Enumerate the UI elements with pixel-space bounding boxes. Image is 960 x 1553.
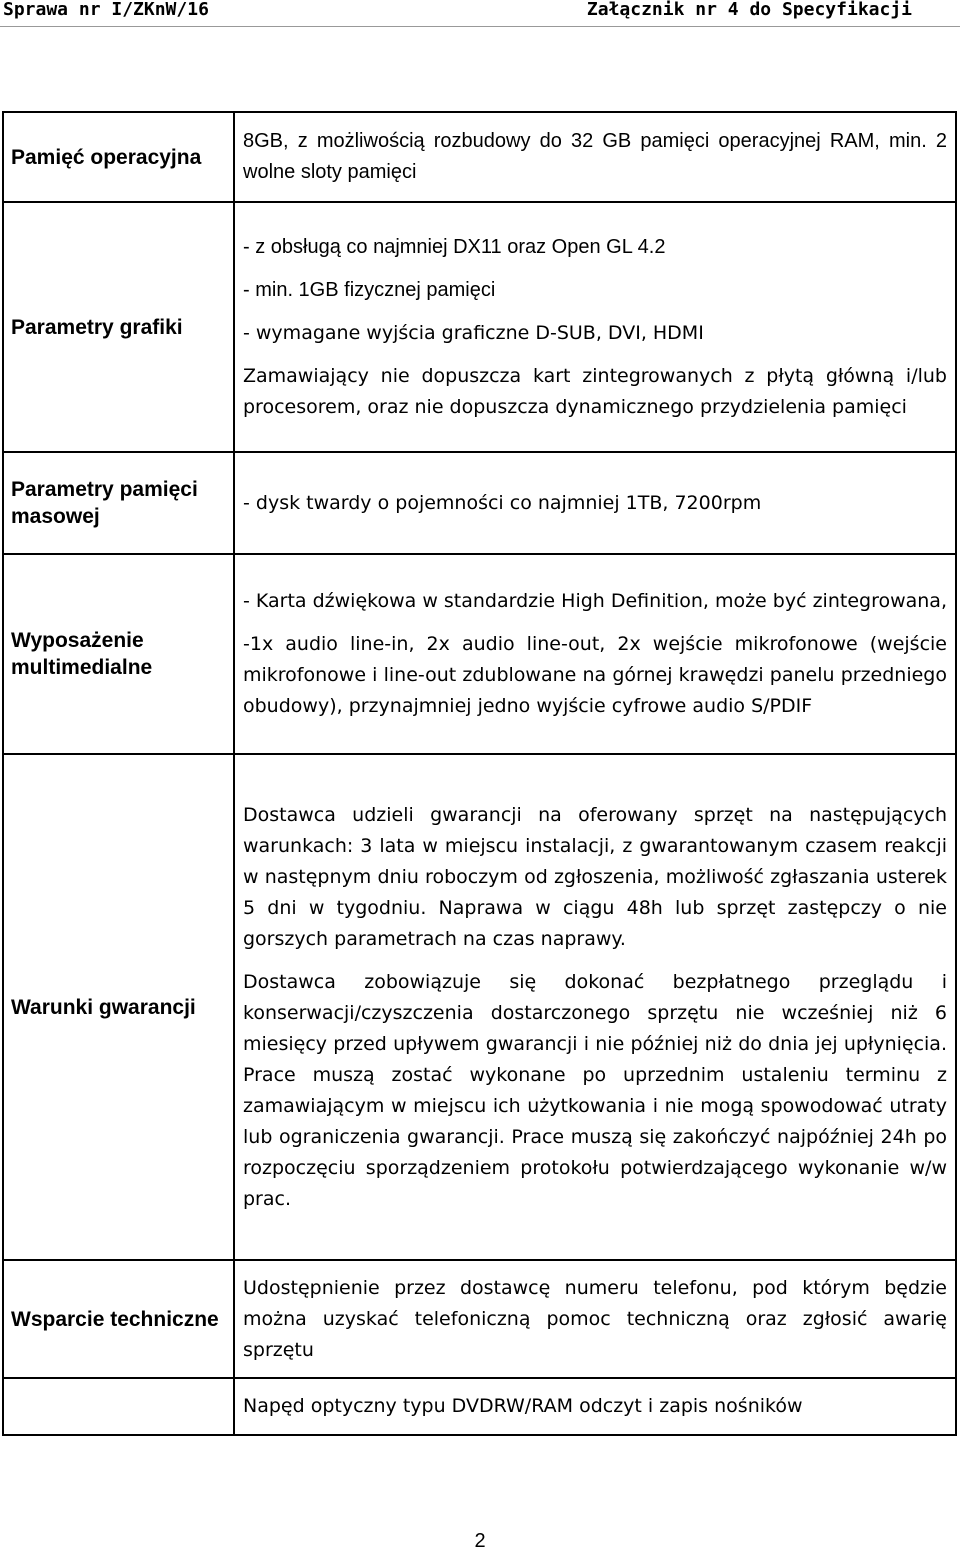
table-row-warranty <box>3 754 956 1260</box>
specification-table <box>2 111 957 1436</box>
row-label: Parametry grafiki <box>3 202 234 452</box>
row-label: Parametry pamięci masowej <box>3 452 234 554</box>
row-label: Wsparcie techniczne <box>3 1260 234 1378</box>
table-row-optical <box>3 1378 956 1435</box>
row-value: 8GB, z możliwością rozbudowy do 32 GB pamięci operacyjnej RAM, min. 2 wolne sloty pamięci <box>234 112 956 202</box>
row-value <box>234 202 956 452</box>
header-attachment: Załącznik nr 4 do Specyfikacji <box>586 0 912 20</box>
table-row-ram <box>3 112 956 202</box>
table-row-graphics <box>3 202 956 452</box>
header-divider <box>0 26 960 27</box>
row-label: Warunki gwarancji <box>3 754 234 1260</box>
multimedia-line-1: - Karta dźwiękowa w standardzie High Definition, może być zintegrowana, <box>243 590 947 612</box>
graphics-line-1: - z obsługą co najmniej DX11 oraz Open GL 4.2 <box>243 235 666 258</box>
header-case-number: Sprawa nr I/ZKnW/16 <box>3 0 209 20</box>
row-value: - dysk twardy o pojemności co najmniej 1TB, 7200rpm <box>234 452 956 554</box>
warranty-paragraph-1: Dostawca udzieli gwarancji na oferowany sprzęt na następujących warunkach: 3 lata w miejscu instalacji, z gwarantowanym czasem reakcji w następnym dniu roboczym od zgłoszenia, możliwość zgłaszania usterek 5 dni w tygodniu. Naprawa w ciągu 48h lub sprzęt zastępczy o nie gorszych parametrach na czas naprawy. <box>243 803 947 950</box>
graphics-line-2: - min. 1GB fizycznej pamięci <box>243 278 496 301</box>
row-label: Wyposażenie multimedialne <box>3 554 234 754</box>
row-value <box>234 554 956 754</box>
table-row-multimedia <box>3 554 956 754</box>
table-row-storage <box>3 452 956 554</box>
row-value <box>234 754 956 1260</box>
row-value: Napęd optyczny typu DVDRW/RAM odczyt i zapis nośników <box>234 1378 956 1435</box>
multimedia-line-2: -1x audio line-in, 2x audio line-out, 2x wejście mikrofonowe (wejście mikrofonowe i line-out zdublowane na górnej krawędzi panelu przedniego obudowy), przynajmniej jedno wyjście cyfrowe audio S/PDIF <box>243 633 947 717</box>
graphics-line-3: - wymagane wyjścia graficzne D-SUB, DVI, HDMI <box>243 321 704 344</box>
warranty-paragraph-2: Dostawca zobowiązuje się dokonać bezpłatnego przeglądu i konserwacji/czyszczenia dostarczonego sprzętu nie wcześniej niż 6 miesięcy przed upływem gwarancji i nie później niż do dnia jej upłynięcia. Prace muszą zostać wykonane po uprzednim ustaleniu terminu z zamawiającym w miejscu ich użytkowania i nie mogą spowodować utraty lub ograniczenia gwarancji. Prace muszą się zakończyć najpóźniej 24h po rozpoczęciu sporządzeniem protokołu potwierdzającego wykonanie w/w prac. <box>243 970 947 1210</box>
graphics-line-4: Zamawiający nie dopuszcza kart zintegrowanych z płytą główną i/lub procesorem, oraz nie dopuszcza dynamicznego przydzielenia pamięci <box>243 364 947 418</box>
page-number: 2 <box>474 1530 486 1552</box>
row-label <box>3 1378 234 1435</box>
row-value: Udostępnienie przez dostawcę numeru telefonu, pod którym będzie można uzyskać telefoniczną pomoc techniczną oraz zgłosić awarię sprzętu <box>234 1260 956 1378</box>
row-label: Pamięć operacyjna <box>3 112 234 202</box>
table-row-support <box>3 1260 956 1378</box>
